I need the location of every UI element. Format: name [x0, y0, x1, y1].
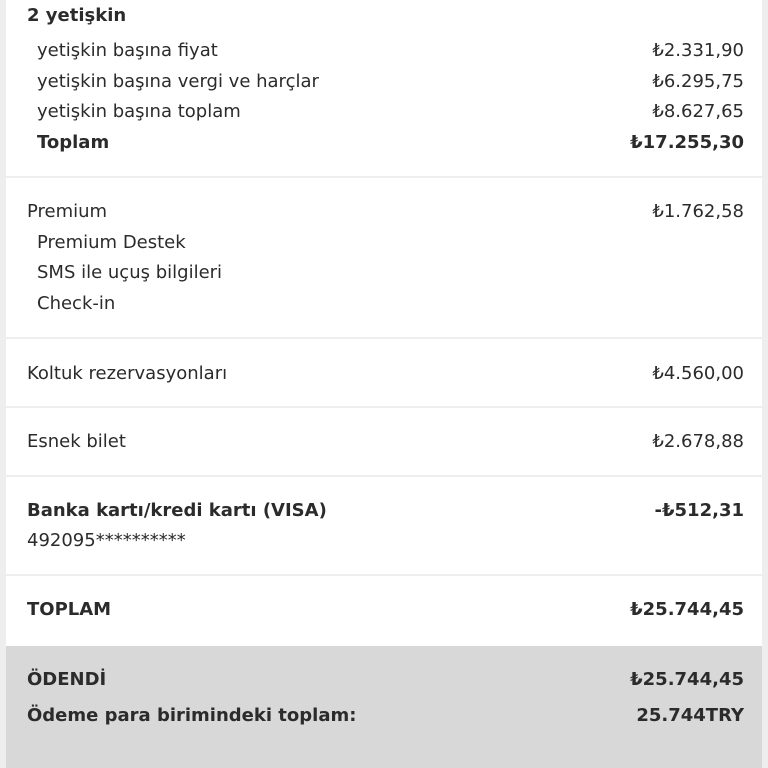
- premium-label: Premium: [27, 201, 108, 222]
- grand-total-section: [6, 576, 762, 646]
- premium-item-label: Premium Destek: [37, 232, 186, 253]
- payment-amount: -₺512,31: [654, 500, 744, 521]
- paid-amount: ₺25.744,45: [630, 669, 744, 690]
- card-number-row: [6, 528, 762, 554]
- total-per-adult-label: yetişkin başına toplam: [37, 101, 241, 122]
- adults-total-label: Toplam: [37, 132, 110, 153]
- flex-ticket-label: Esnek bilet: [27, 431, 126, 452]
- payment-section: [6, 477, 762, 576]
- payment-currency-total-amount: 25.744TRY: [636, 705, 744, 726]
- tax-per-adult-amount: ₺6.295,75: [652, 71, 744, 92]
- grand-total-label: TOPLAM: [27, 599, 112, 620]
- paid-label: ÖDENDİ: [27, 669, 107, 690]
- flex-ticket-amount: ₺2.678,88: [652, 431, 744, 452]
- paid-section: [6, 646, 762, 768]
- grand-total-row: [6, 597, 762, 623]
- price-per-adult-row: [6, 38, 762, 64]
- tax-per-adult-row: [6, 69, 762, 95]
- premium-amount: ₺1.762,58: [652, 201, 744, 222]
- total-per-adult-row: [6, 99, 762, 125]
- adults-heading: 2 yetişkin: [27, 5, 127, 26]
- flex-ticket-section: [6, 408, 762, 477]
- payment-currency-total-row: [6, 703, 762, 729]
- flex-ticket-row: [6, 429, 762, 455]
- payment-method-label: Banka kartı/kredi kartı (VISA): [27, 500, 327, 521]
- premium-item-label: Check-in: [37, 293, 116, 314]
- price-per-adult-amount: ₺2.331,90: [652, 40, 744, 61]
- card-number: 492095**********: [27, 530, 186, 551]
- tax-per-adult-label: yetişkin başına vergi ve harçlar: [37, 71, 319, 92]
- seats-row: [6, 361, 762, 387]
- seats-section: [6, 339, 762, 408]
- premium-row: [6, 199, 762, 225]
- payment-row: [6, 498, 762, 524]
- price-per-adult-label: yetişkin başına fiyat: [37, 40, 218, 61]
- premium-section: [6, 178, 762, 339]
- adults-total-amount: ₺17.255,30: [630, 132, 744, 153]
- premium-item: [6, 230, 762, 256]
- premium-item: [6, 260, 762, 286]
- adults-section: [6, 0, 762, 178]
- price-breakdown-card: [6, 0, 762, 768]
- total-per-adult-amount: ₺8.627,65: [652, 101, 744, 122]
- seats-label: Koltuk rezervasyonları: [27, 363, 228, 384]
- paid-row: [6, 667, 762, 693]
- adults-total-row: [6, 130, 762, 156]
- seats-amount: ₺4.560,00: [652, 363, 744, 384]
- payment-currency-total-label: Ödeme para birimindeki toplam:: [27, 705, 357, 726]
- grand-total-amount: ₺25.744,45: [630, 599, 744, 620]
- premium-item-label: SMS ile uçuş bilgileri: [37, 262, 223, 283]
- adults-heading-row: [6, 3, 762, 29]
- premium-item: [6, 291, 762, 317]
